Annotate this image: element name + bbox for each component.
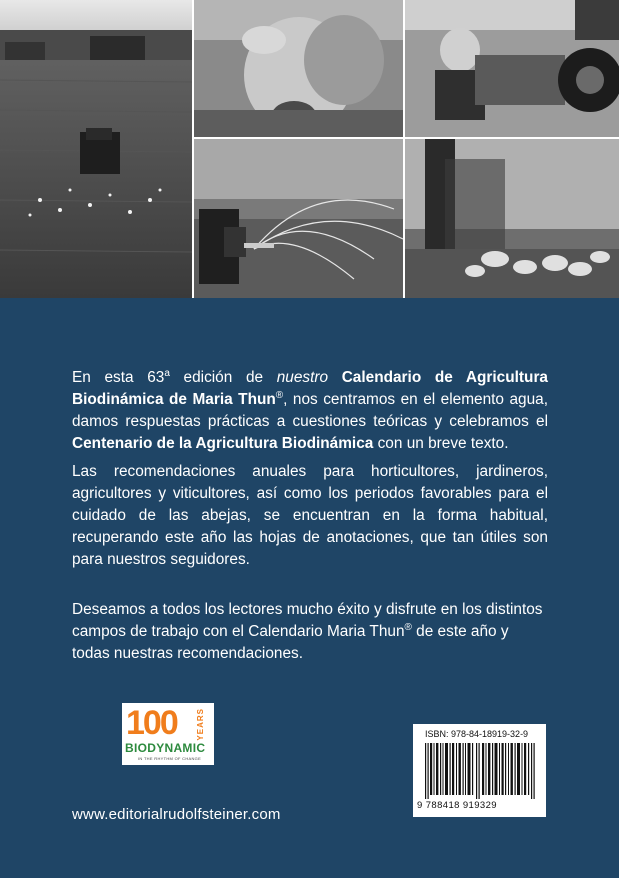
centenary-title: Centenario de la Agricultura Biodinámica (72, 435, 374, 452)
wishes-text-1: Deseamos a todos los lectores mucho éxito y disfrute en los distintos campos de trabajo con el Calendario Maria Thun (72, 601, 543, 640)
logo-name: BIODYNAMIC (125, 741, 206, 755)
intro-italic: nuestro (276, 369, 329, 386)
isbn-label: ISBN: 978-84-18919-32-9 (425, 729, 529, 739)
calendar-title: Calendario de Agricultura Biodinámica de Maria Thun (72, 369, 548, 408)
publisher-website: www.editorialrudolfsteiner.com (72, 806, 281, 823)
barcode-digits: 9 788418 919329 (417, 800, 497, 811)
registered-mark: ® (275, 389, 284, 401)
intro-text-1: En esta 63 (72, 369, 165, 386)
photo-tractor-field (0, 0, 192, 298)
paragraph-wishes (72, 599, 548, 665)
photo-woman-planter (405, 0, 619, 137)
biodynamic-100-years-logo (122, 703, 214, 765)
logo-tagline: IN THE RHYTHM OF CHANGE (138, 756, 202, 761)
barcode-bars (423, 743, 538, 799)
wishes-text-2: de este año y todas nuestras recomendaciones. (72, 623, 509, 662)
paragraph-intro (72, 367, 548, 455)
logo-years: YEARS (196, 708, 205, 741)
photo-cow (194, 0, 403, 137)
photo-sprinkler (194, 139, 403, 298)
intro-text-3: , nos centramos en el elemento agua, damos respuestas prácticas a cuestiones teóricas y celebramos el (72, 391, 549, 430)
ordinal-suffix: a (164, 367, 170, 379)
isbn-barcode (413, 724, 546, 817)
intro-space (328, 369, 342, 386)
description-text (72, 367, 548, 665)
paragraph-recommendations: Las recomendaciones anuales para horticultores, jardineros, agricultores y viticultores, así como los periodos favorables para el cuidado de las abejas, se encuentran en la forma habitual, recuperando este año las hojas de anotaciones, que tan útiles son para nuestros seguidores. (72, 463, 548, 568)
photo-sheep-tree (405, 139, 619, 298)
logo-number: 100 (126, 704, 177, 742)
intro-text-4: con un breve texto. (373, 435, 509, 452)
registered-mark: ® (404, 621, 412, 633)
photo-collage (0, 0, 619, 298)
intro-text-2: edición de (169, 369, 277, 386)
